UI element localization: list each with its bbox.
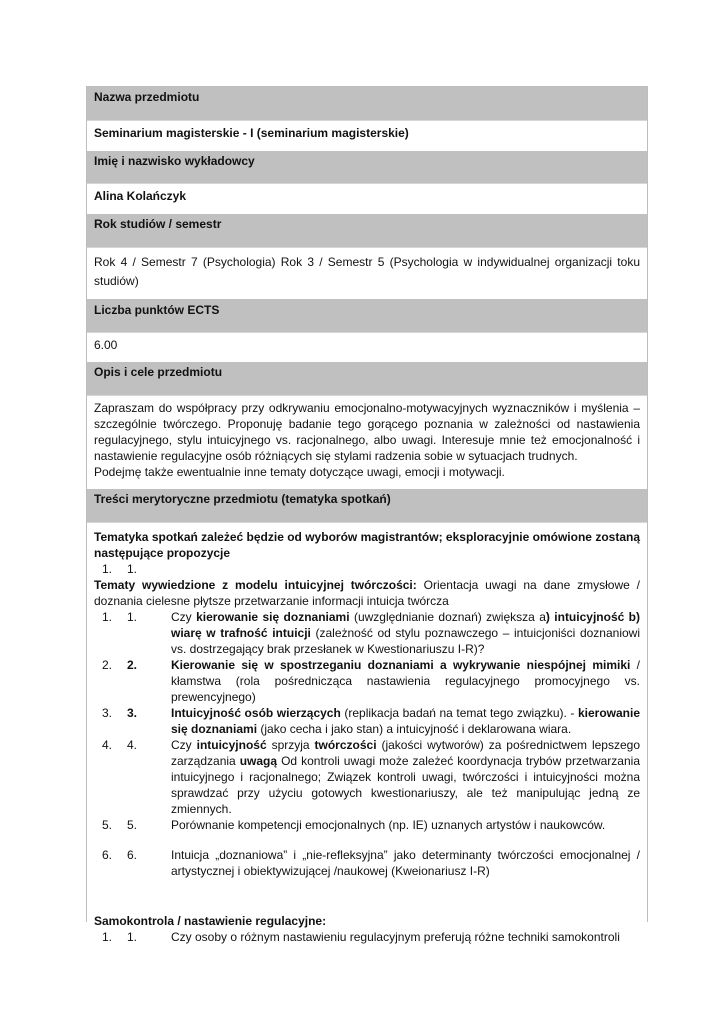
item-sub-number: 1. (127, 610, 138, 624)
model-paragraph (94, 577, 640, 609)
item-number: 4. (102, 738, 113, 752)
ects-value: 6.00 (87, 332, 647, 362)
item-sub-number: 1. (127, 562, 138, 576)
item-text: Intuicja „doznaniowa” i „nie-refleksyjna” jako determinanty twórczości emocjonalnej / artystycznej i obiektywizującej /naukowej (Kweionariusz I-R) (171, 848, 640, 878)
description-label: Opis i cele przedmiotu (87, 362, 647, 395)
subject-value: Seminarium magisterskie - I (seminarium magisterskie) (87, 120, 647, 151)
list-item (94, 817, 640, 833)
list-item (94, 737, 640, 817)
description-value (87, 395, 647, 489)
item-text: Czy osoby o różnym nastawieniu regulacyjnym preferują różne techniki samokontroli (171, 930, 620, 944)
year-value: Rok 4 / Semestr 7 (Psychologia) Rok 3 / Semestr 5 (Psychologia w indywidualnej organizacji toku studiów) (87, 247, 647, 299)
description-paragraph: Zapraszam do współpracy przy odkrywaniu emocjonalno-motywacyjnych wyznaczników i myślenia – szczególnie twórczego. Proponuję badanie tego gorącego poznania w zależności od nastawienia regulacyjnego, stylu intuicyjnego vs. racjonalnego, albo uwagi. Interesuje mnie też emocjonalność i nastawienie regulacyjne osób różniących się stylami radzenia sobie w sytuacjach trudnych. (94, 401, 640, 463)
model-text: Orientacja uwagi na dane zmysłowe / doznania cielesne płytsze przetwarzanie informacji intuicja twórcza (94, 578, 641, 608)
description-extra: Podejmę także ewentualnie inne tematy dotyczące uwagi, emocji i motywacji. (94, 465, 505, 479)
subject-label: Nazwa przedmiotu (87, 87, 647, 120)
content-intro: Tematyka spotkań zależeć będzie od wyborów magistrantów; eksploracyjnie omówione zostaną następujące propozycje (94, 530, 640, 560)
list-item (94, 657, 640, 705)
year-label: Rok studiów / semestr (87, 214, 647, 247)
lecturer-value: Alina Kolańczyk (87, 183, 647, 214)
lecturer-label: Imię i nazwisko wykładowcy (87, 151, 647, 183)
list-item (94, 609, 640, 657)
item-number: 5. (102, 818, 113, 832)
item-text: Porównanie kompetencji emocjonalnych (np. IE) uznanych artystów i naukowców. (171, 818, 606, 832)
item-number: 1. (102, 610, 113, 624)
item-text: Intuicyjność osób wierzących (replikacja badań na temat tego związku). - kierowanie się doznaniami (jako cecha i jako stan) a intuicyjność i deklarowana wiara. (171, 706, 640, 736)
model-heading: Tematy wywiedzione z modelu intuicyjnej twórczości: (94, 578, 417, 592)
item-text: Czy intuicyjność sprzyja twórczości (jakości wytworów) za pośrednictwem lepszego zarządzania uwagą Od kontroli uwagi może zależeć koordynacja trybów przetwarzania intuicyjnego i racjonalnego; Związek kontroli uwagi, twórczości i intuicyjności można sprawdzać przy użyciu gotowych kwestionariuszy, ale też manipulując jedną ze zmiennych. (171, 738, 640, 816)
list-item (94, 929, 640, 945)
list-item (94, 847, 640, 879)
ects-label: Liczba punktów ECTS (87, 299, 647, 332)
item-sub-number: 4. (127, 738, 138, 752)
course-table (86, 86, 648, 944)
item-text: Kierowanie się w spostrzeganiu doznaniami a wykrywanie niespójnej mimiki / kłamstwa (rola pośrednicząca nastawienia regulacyjnego promocyjnego vs. prewencyjnego) (171, 658, 640, 704)
list-item (94, 561, 640, 577)
item-sub-number: 2. (127, 658, 138, 672)
item-text: Czy kierowanie się doznaniami (uwzględnianie doznań) zwiększa a) intuicyjność b) wiarę w trafność intuicji (zależność od stylu poznawczego – intuicjoniści doznaniowi vs. dostrzegający brak przesłanek w Kwestionariuszu I-R)? (171, 610, 641, 656)
item-number: 1. (102, 930, 113, 944)
item-sub-number: 1. (127, 930, 138, 944)
item-number: 6. (102, 848, 113, 862)
item-number: 1. (102, 562, 113, 576)
item-number: 2. (102, 658, 113, 672)
content-value (87, 522, 647, 944)
item-sub-number: 3. (127, 706, 138, 720)
item-sub-number: 6. (127, 848, 138, 862)
item-number: 3. (102, 706, 113, 720)
item-sub-number: 5. (127, 818, 138, 832)
list-item (94, 705, 640, 737)
content-label: Treści merytoryczne przedmiotu (tematyka spotkań) (87, 489, 647, 522)
self-control-heading: Samokontrola / nastawienie regulacyjne: (94, 914, 327, 928)
